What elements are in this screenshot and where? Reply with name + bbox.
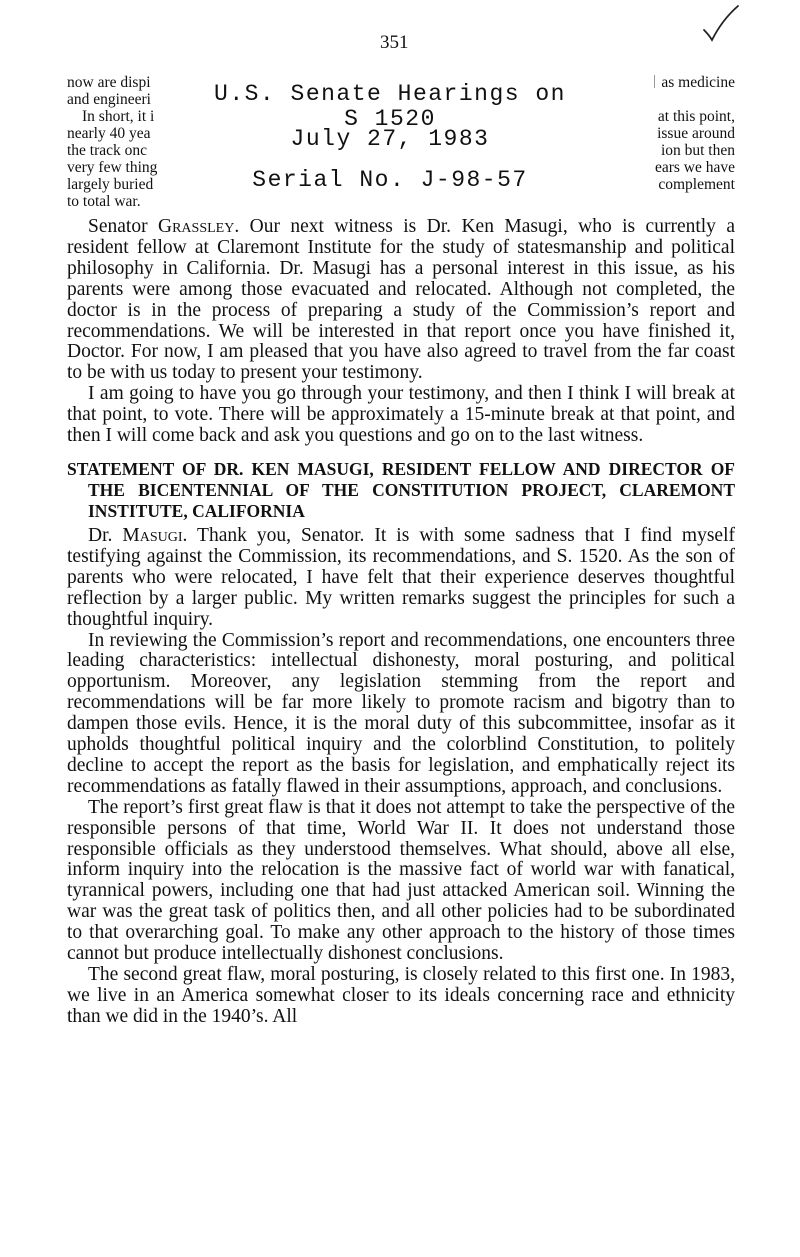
paragraph-text: Our next witness is Dr. Ken Masugi, who is currently a resident fellow at Claremont Institute for the study of statesmanship and political philosophy in California. Dr. Masugi has a personal interest in this issue, as his parents were among those evacuated and relocated. Although not completed, the doctor is in the process of preparing a study of the Commission’s report and recommendations. We will be interested in that report once you have finished it, Doctor. For now, I am pleased that you have also agreed to travel from the far coast to be with us today to present your testimony. — [67, 216, 735, 384]
fragment-line: issue around — [657, 125, 735, 142]
speaker-name: Masugi. — [122, 524, 188, 546]
paragraph — [67, 217, 735, 384]
speaker-prefix: Dr. — [88, 524, 113, 546]
speaker-name: Grassley. — [158, 216, 240, 237]
typed-hearing-label — [200, 80, 580, 194]
statement-heading: STATEMENT OF DR. KEN MASUGI, RESIDENT FELLOW AND DIRECTOR OF THE BICENTENNIAL OF THE CONSTITUTION PROJECT, CLAREMONT INSTITUTE, CALIFORNIA — [67, 458, 735, 521]
fragment-line: complement — [658, 176, 735, 193]
paragraph — [67, 526, 735, 631]
stamp-line-date: July 27, 1983 — [290, 126, 490, 152]
fragment-line: to total war. — [67, 193, 141, 210]
fragment-line: largely buried — [67, 176, 154, 193]
stamp-line-serial: Serial No. J-98-57 — [252, 167, 528, 193]
fragment-line: now are dispi — [67, 74, 151, 91]
speaker-prefix: Senator — [88, 216, 148, 237]
paragraph: The report’s first great flaw is that it does not attempt to take the perspective of the responsible persons of that time, World War II. It does not understand those responsible officials as they understood themselves. What should, above all else, inform inquiry into the relocation is the massive fact of world war with fanatical, tyrannical powers, including one that had just attacked American soil. Winning the war was the great task of politics then, and all other policies had to be subordinated to that overarching goal. To make any other approach to the history of those times cannot but produce intellectually dishonest conclusions. — [67, 796, 735, 965]
fragment-line: nearly 40 yea — [67, 125, 151, 142]
paragraph: I am going to have you go through your testimony, and then I think I will break at that point, to vote. There will be approximately a 15-minute break at that point, and then I will come back and ask you questions and go on to the last witness. — [67, 383, 735, 447]
fragment-line: ion but then — [660, 142, 735, 159]
crop-edge-mark — [654, 75, 655, 88]
cropped-left-column-fragment — [67, 74, 179, 210]
fragment-line: ears we have — [654, 159, 735, 176]
fragment-gap — [620, 91, 735, 108]
fragment-line: at this point, — [657, 108, 735, 125]
fragment-line — [620, 74, 735, 91]
document-body — [67, 217, 735, 1028]
paragraph-text: Thank you, Senator. It is with some sadness that I find myself testifying against the Commission, its recommendations, and S. 1520. As the son of parents who were relocated, I have felt that their experience deserves thoughtful reflection by a larger public. My written remarks suggest the principles for such a thoughtful inquiry. — [67, 524, 736, 630]
page-number: 351 — [380, 32, 409, 53]
paragraph: The second great flaw, moral posturing, is closely related to this first one. In 1983, we live in an America somewhat closer to its ideals concerning race and ethnicity than we did in the 1940’s. All — [67, 964, 735, 1027]
checkmark-icon — [700, 4, 740, 44]
fragment-line: and engineeri — [67, 91, 151, 108]
cropped-right-column-fragment — [620, 74, 735, 193]
paragraph: In reviewing the Commission’s report and recommendations, one encounters three leading characteristics: intellectual dishonesty, moral posturing, and political opportunism. Moreover, any legislation stemming from the report and recommendations will be far more likely to promote racism and bigotry than to dampen those evils. Hence, it is the moral duty of this subcommittee, insofar as it upholds thoughtful political inquiry and the colorblind Constitution, to politely decline to accept the report as the basis for legislation, and emphatically reject its recommendations as fatally flawed in their assumptions, approach, and conclusions. — [67, 629, 735, 797]
stamp-line-bill: S 1520 — [344, 106, 436, 132]
fragment-line: very few thing — [67, 159, 158, 176]
fragment-text: as medicine — [661, 74, 735, 91]
stamp-line-title: U.S. Senate Hearings on — [214, 81, 566, 107]
fragment-line: In short, it i — [82, 108, 155, 125]
fragment-line: the track onc — [67, 142, 148, 159]
